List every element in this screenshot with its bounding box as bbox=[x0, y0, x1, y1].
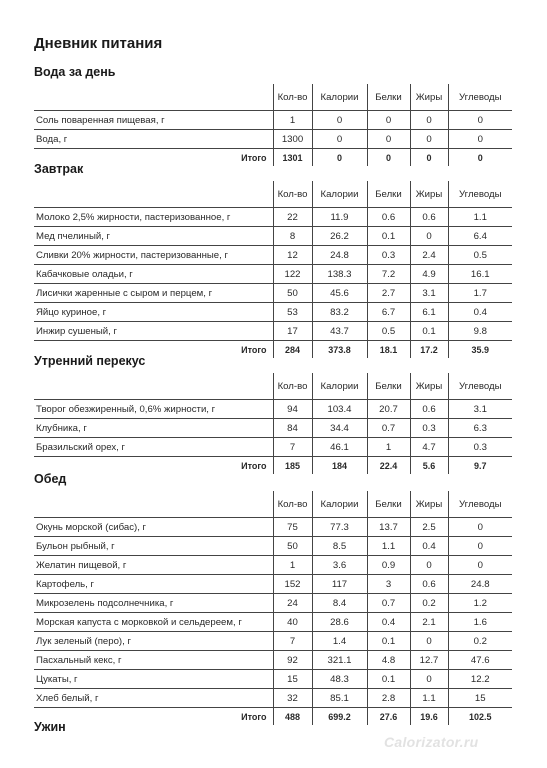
cell-carbs: 0 bbox=[448, 518, 512, 537]
header-blank bbox=[34, 181, 273, 208]
cell-protein: 0.5 bbox=[367, 322, 410, 341]
column-header-carbs: Углеводы bbox=[448, 181, 512, 208]
total-calories: 184 bbox=[312, 457, 367, 475]
food-name: Лук зеленый (перо), г bbox=[34, 632, 273, 651]
cell-fat: 12.7 bbox=[410, 651, 448, 670]
header-blank bbox=[34, 491, 273, 518]
column-header-calories: Калории bbox=[312, 84, 367, 111]
food-name: Цукаты, г bbox=[34, 670, 273, 689]
cell-protein: 0 bbox=[367, 130, 410, 149]
cell-protein: 3 bbox=[367, 575, 410, 594]
cell-carbs: 16.1 bbox=[448, 265, 512, 284]
food-name: Хлеб белый, г bbox=[34, 689, 273, 708]
column-header-fat: Жиры bbox=[410, 491, 448, 518]
column-header-carbs: Углеводы bbox=[448, 373, 512, 400]
table-header-row bbox=[34, 181, 512, 208]
food-name: Инжир сушеный, г bbox=[34, 322, 273, 341]
cell-carbs: 47.6 bbox=[448, 651, 512, 670]
total-qty: 1301 bbox=[273, 149, 312, 167]
cell-calories: 34.4 bbox=[312, 419, 367, 438]
cell-carbs: 0 bbox=[448, 537, 512, 556]
cell-calories: 138.3 bbox=[312, 265, 367, 284]
cell-qty: 7 bbox=[273, 438, 312, 457]
cell-protein: 20.7 bbox=[367, 400, 410, 419]
cell-carbs: 9.8 bbox=[448, 322, 512, 341]
cell-carbs: 0 bbox=[448, 556, 512, 575]
cell-carbs: 6.3 bbox=[448, 419, 512, 438]
cell-protein: 0 bbox=[367, 111, 410, 130]
cell-qty: 7 bbox=[273, 632, 312, 651]
column-header-fat: Жиры bbox=[410, 181, 448, 208]
cell-fat: 0 bbox=[410, 130, 448, 149]
cell-protein: 0.7 bbox=[367, 419, 410, 438]
table-row bbox=[34, 227, 512, 246]
column-header-calories: Калории bbox=[312, 373, 367, 400]
cell-fat: 0.2 bbox=[410, 594, 448, 613]
cell-qty: 8 bbox=[273, 227, 312, 246]
cell-protein: 2.7 bbox=[367, 284, 410, 303]
table-row bbox=[34, 265, 512, 284]
cell-fat: 0.3 bbox=[410, 419, 448, 438]
page-title: Дневник питания bbox=[34, 35, 163, 52]
cell-qty: 32 bbox=[273, 689, 312, 708]
cell-fat: 6.1 bbox=[410, 303, 448, 322]
total-carbs: 35.9 bbox=[448, 341, 512, 359]
total-qty: 488 bbox=[273, 708, 312, 726]
cell-protein: 0.9 bbox=[367, 556, 410, 575]
total-carbs: 9.7 bbox=[448, 457, 512, 475]
total-label: Итого bbox=[241, 344, 267, 355]
cell-protein: 0.1 bbox=[367, 632, 410, 651]
food-name: Вода, г bbox=[34, 130, 273, 149]
food-name: Творог обезжиренный, 0,6% жирности, г bbox=[34, 400, 273, 419]
cell-carbs: 0.4 bbox=[448, 303, 512, 322]
meal-table bbox=[34, 84, 512, 166]
cell-protein: 0.1 bbox=[367, 227, 410, 246]
cell-calories: 8.4 bbox=[312, 594, 367, 613]
column-header-carbs: Углеводы bbox=[448, 84, 512, 111]
cell-fat: 2.1 bbox=[410, 613, 448, 632]
cell-qty: 1 bbox=[273, 111, 312, 130]
cell-protein: 0.6 bbox=[367, 208, 410, 227]
food-name: Окунь морской (сибас), г bbox=[34, 518, 273, 537]
section-title: Утренний перекус bbox=[34, 354, 146, 368]
cell-calories: 24.8 bbox=[312, 246, 367, 265]
total-calories: 0 bbox=[312, 149, 367, 167]
cell-fat: 2.5 bbox=[410, 518, 448, 537]
total-qty: 284 bbox=[273, 341, 312, 359]
table-row bbox=[34, 322, 512, 341]
table-row bbox=[34, 632, 512, 651]
section-title: Обед bbox=[34, 472, 67, 486]
cell-protein: 0.1 bbox=[367, 670, 410, 689]
cell-fat: 0 bbox=[410, 227, 448, 246]
section-water bbox=[34, 64, 512, 166]
meal-table bbox=[34, 181, 512, 358]
column-header-qty: Кол-во bbox=[273, 181, 312, 208]
cell-fat: 0.4 bbox=[410, 537, 448, 556]
cell-carbs: 1.2 bbox=[448, 594, 512, 613]
cell-calories: 103.4 bbox=[312, 400, 367, 419]
header-blank bbox=[34, 84, 273, 111]
table-row bbox=[34, 130, 512, 149]
total-fat: 5.6 bbox=[410, 457, 448, 475]
cell-qty: 17 bbox=[273, 322, 312, 341]
column-header-qty: Кол-во bbox=[273, 84, 312, 111]
cell-calories: 45.6 bbox=[312, 284, 367, 303]
cell-protein: 1.1 bbox=[367, 537, 410, 556]
food-name: Кабачковые оладьи, г bbox=[34, 265, 273, 284]
table-row bbox=[34, 613, 512, 632]
cell-qty: 1300 bbox=[273, 130, 312, 149]
cell-qty: 12 bbox=[273, 246, 312, 265]
cell-protein: 7.2 bbox=[367, 265, 410, 284]
cell-calories: 11.9 bbox=[312, 208, 367, 227]
table-row bbox=[34, 419, 512, 438]
cell-qty: 122 bbox=[273, 265, 312, 284]
food-name: Яйцо куриное, г bbox=[34, 303, 273, 322]
column-header-qty: Кол-во bbox=[273, 491, 312, 518]
food-name: Морская капуста с морковкой и сельдереем, г bbox=[34, 613, 273, 632]
cell-fat: 4.7 bbox=[410, 438, 448, 457]
food-name: Клубника, г bbox=[34, 419, 273, 438]
column-header-carbs: Углеводы bbox=[448, 491, 512, 518]
cell-fat: 0 bbox=[410, 632, 448, 651]
cell-fat: 3.1 bbox=[410, 284, 448, 303]
cell-carbs: 0.3 bbox=[448, 438, 512, 457]
section-breakfast bbox=[34, 161, 512, 358]
total-protein: 18.1 bbox=[367, 341, 410, 359]
cell-calories: 0 bbox=[312, 130, 367, 149]
cell-calories: 26.2 bbox=[312, 227, 367, 246]
cell-fat: 0 bbox=[410, 556, 448, 575]
table-header-row bbox=[34, 491, 512, 518]
total-carbs: 0 bbox=[448, 149, 512, 167]
table-header-row bbox=[34, 373, 512, 400]
total-label: Итого bbox=[241, 460, 267, 471]
cell-calories: 0 bbox=[312, 111, 367, 130]
section-title: Ужин bbox=[34, 720, 66, 734]
cell-qty: 50 bbox=[273, 284, 312, 303]
cell-calories: 48.3 bbox=[312, 670, 367, 689]
section-title: Завтрак bbox=[34, 162, 84, 176]
header-blank bbox=[34, 373, 273, 400]
table-row bbox=[34, 400, 512, 419]
food-name: Микрозелень подсолнечника, г bbox=[34, 594, 273, 613]
cell-carbs: 1.6 bbox=[448, 613, 512, 632]
food-name: Бульон рыбный, г bbox=[34, 537, 273, 556]
cell-fat: 0.1 bbox=[410, 322, 448, 341]
cell-calories: 3.6 bbox=[312, 556, 367, 575]
table-row bbox=[34, 303, 512, 322]
cell-qty: 40 bbox=[273, 613, 312, 632]
cell-fat: 0.6 bbox=[410, 575, 448, 594]
table-row bbox=[34, 689, 512, 708]
table-row bbox=[34, 651, 512, 670]
cell-protein: 0.4 bbox=[367, 613, 410, 632]
cell-calories: 43.7 bbox=[312, 322, 367, 341]
cell-carbs: 6.4 bbox=[448, 227, 512, 246]
table-row bbox=[34, 670, 512, 689]
cell-protein: 2.8 bbox=[367, 689, 410, 708]
total-protein: 0 bbox=[367, 149, 410, 167]
cell-carbs: 0 bbox=[448, 130, 512, 149]
cell-calories: 321.1 bbox=[312, 651, 367, 670]
section-title: Вода за день bbox=[34, 65, 116, 79]
cell-calories: 85.1 bbox=[312, 689, 367, 708]
cell-qty: 94 bbox=[273, 400, 312, 419]
column-header-qty: Кол-во bbox=[273, 373, 312, 400]
cell-qty: 53 bbox=[273, 303, 312, 322]
cell-carbs: 1.1 bbox=[448, 208, 512, 227]
total-label: Итого bbox=[241, 152, 267, 163]
column-header-protein: Белки bbox=[367, 373, 410, 400]
table-row bbox=[34, 556, 512, 575]
cell-protein: 6.7 bbox=[367, 303, 410, 322]
cell-protein: 13.7 bbox=[367, 518, 410, 537]
cell-fat: 4.9 bbox=[410, 265, 448, 284]
cell-protein: 1 bbox=[367, 438, 410, 457]
cell-qty: 152 bbox=[273, 575, 312, 594]
total-calories: 699.2 bbox=[312, 708, 367, 726]
total-carbs: 102.5 bbox=[448, 708, 512, 726]
total-qty: 185 bbox=[273, 457, 312, 475]
cell-qty: 24 bbox=[273, 594, 312, 613]
table-row bbox=[34, 537, 512, 556]
cell-calories: 83.2 bbox=[312, 303, 367, 322]
column-header-fat: Жиры bbox=[410, 84, 448, 111]
table-row bbox=[34, 518, 512, 537]
cell-qty: 15 bbox=[273, 670, 312, 689]
table-row bbox=[34, 438, 512, 457]
table-row bbox=[34, 111, 512, 130]
column-header-protein: Белки bbox=[367, 84, 410, 111]
total-protein: 27.6 bbox=[367, 708, 410, 726]
food-name: Молоко 2,5% жирности, пастеризованное, г bbox=[34, 208, 273, 227]
food-name: Пасхальный кекс, г bbox=[34, 651, 273, 670]
cell-fat: 1.1 bbox=[410, 689, 448, 708]
cell-qty: 22 bbox=[273, 208, 312, 227]
meal-table bbox=[34, 373, 512, 474]
cell-qty: 75 bbox=[273, 518, 312, 537]
cell-fat: 2.4 bbox=[410, 246, 448, 265]
total-label: Итого bbox=[241, 711, 267, 722]
section-morning-snack bbox=[34, 353, 512, 474]
cell-calories: 117 bbox=[312, 575, 367, 594]
cell-fat: 0.6 bbox=[410, 400, 448, 419]
column-header-calories: Калории bbox=[312, 181, 367, 208]
food-name: Картофель, г bbox=[34, 575, 273, 594]
table-header-row bbox=[34, 84, 512, 111]
total-calories: 373.8 bbox=[312, 341, 367, 359]
cell-qty: 1 bbox=[273, 556, 312, 575]
cell-calories: 1.4 bbox=[312, 632, 367, 651]
food-name: Сливки 20% жирности, пастеризованные, г bbox=[34, 246, 273, 265]
column-header-calories: Калории bbox=[312, 491, 367, 518]
cell-carbs: 24.8 bbox=[448, 575, 512, 594]
cell-qty: 92 bbox=[273, 651, 312, 670]
cell-carbs: 15 bbox=[448, 689, 512, 708]
table-row bbox=[34, 284, 512, 303]
meal-table bbox=[34, 491, 512, 725]
watermark: Calorizator.ru bbox=[384, 734, 479, 750]
table-row bbox=[34, 575, 512, 594]
cell-calories: 8.5 bbox=[312, 537, 367, 556]
total-fat: 19.6 bbox=[410, 708, 448, 726]
cell-protein: 0.7 bbox=[367, 594, 410, 613]
column-header-protein: Белки bbox=[367, 491, 410, 518]
section-lunch bbox=[34, 471, 512, 725]
column-header-fat: Жиры bbox=[410, 373, 448, 400]
cell-protein: 4.8 bbox=[367, 651, 410, 670]
column-header-protein: Белки bbox=[367, 181, 410, 208]
food-name: Мед пчелиный, г bbox=[34, 227, 273, 246]
cell-fat: 0.6 bbox=[410, 208, 448, 227]
cell-fat: 0 bbox=[410, 111, 448, 130]
table-row bbox=[34, 594, 512, 613]
food-name: Соль поваренная пищевая, г bbox=[34, 111, 273, 130]
cell-calories: 46.1 bbox=[312, 438, 367, 457]
table-row bbox=[34, 246, 512, 265]
cell-carbs: 0.2 bbox=[448, 632, 512, 651]
total-fat: 17.2 bbox=[410, 341, 448, 359]
cell-carbs: 0.5 bbox=[448, 246, 512, 265]
cell-carbs: 1.7 bbox=[448, 284, 512, 303]
cell-carbs: 0 bbox=[448, 111, 512, 130]
cell-fat: 0 bbox=[410, 670, 448, 689]
cell-calories: 77.3 bbox=[312, 518, 367, 537]
cell-carbs: 3.1 bbox=[448, 400, 512, 419]
cell-calories: 28.6 bbox=[312, 613, 367, 632]
food-name: Желатин пищевой, г bbox=[34, 556, 273, 575]
total-protein: 22.4 bbox=[367, 457, 410, 475]
cell-carbs: 12.2 bbox=[448, 670, 512, 689]
cell-qty: 50 bbox=[273, 537, 312, 556]
food-name: Лисички жаренные с сыром и перцем, г bbox=[34, 284, 273, 303]
food-name: Бразильский орех, г bbox=[34, 438, 273, 457]
cell-protein: 0.3 bbox=[367, 246, 410, 265]
table-row bbox=[34, 208, 512, 227]
total-fat: 0 bbox=[410, 149, 448, 167]
cell-qty: 84 bbox=[273, 419, 312, 438]
